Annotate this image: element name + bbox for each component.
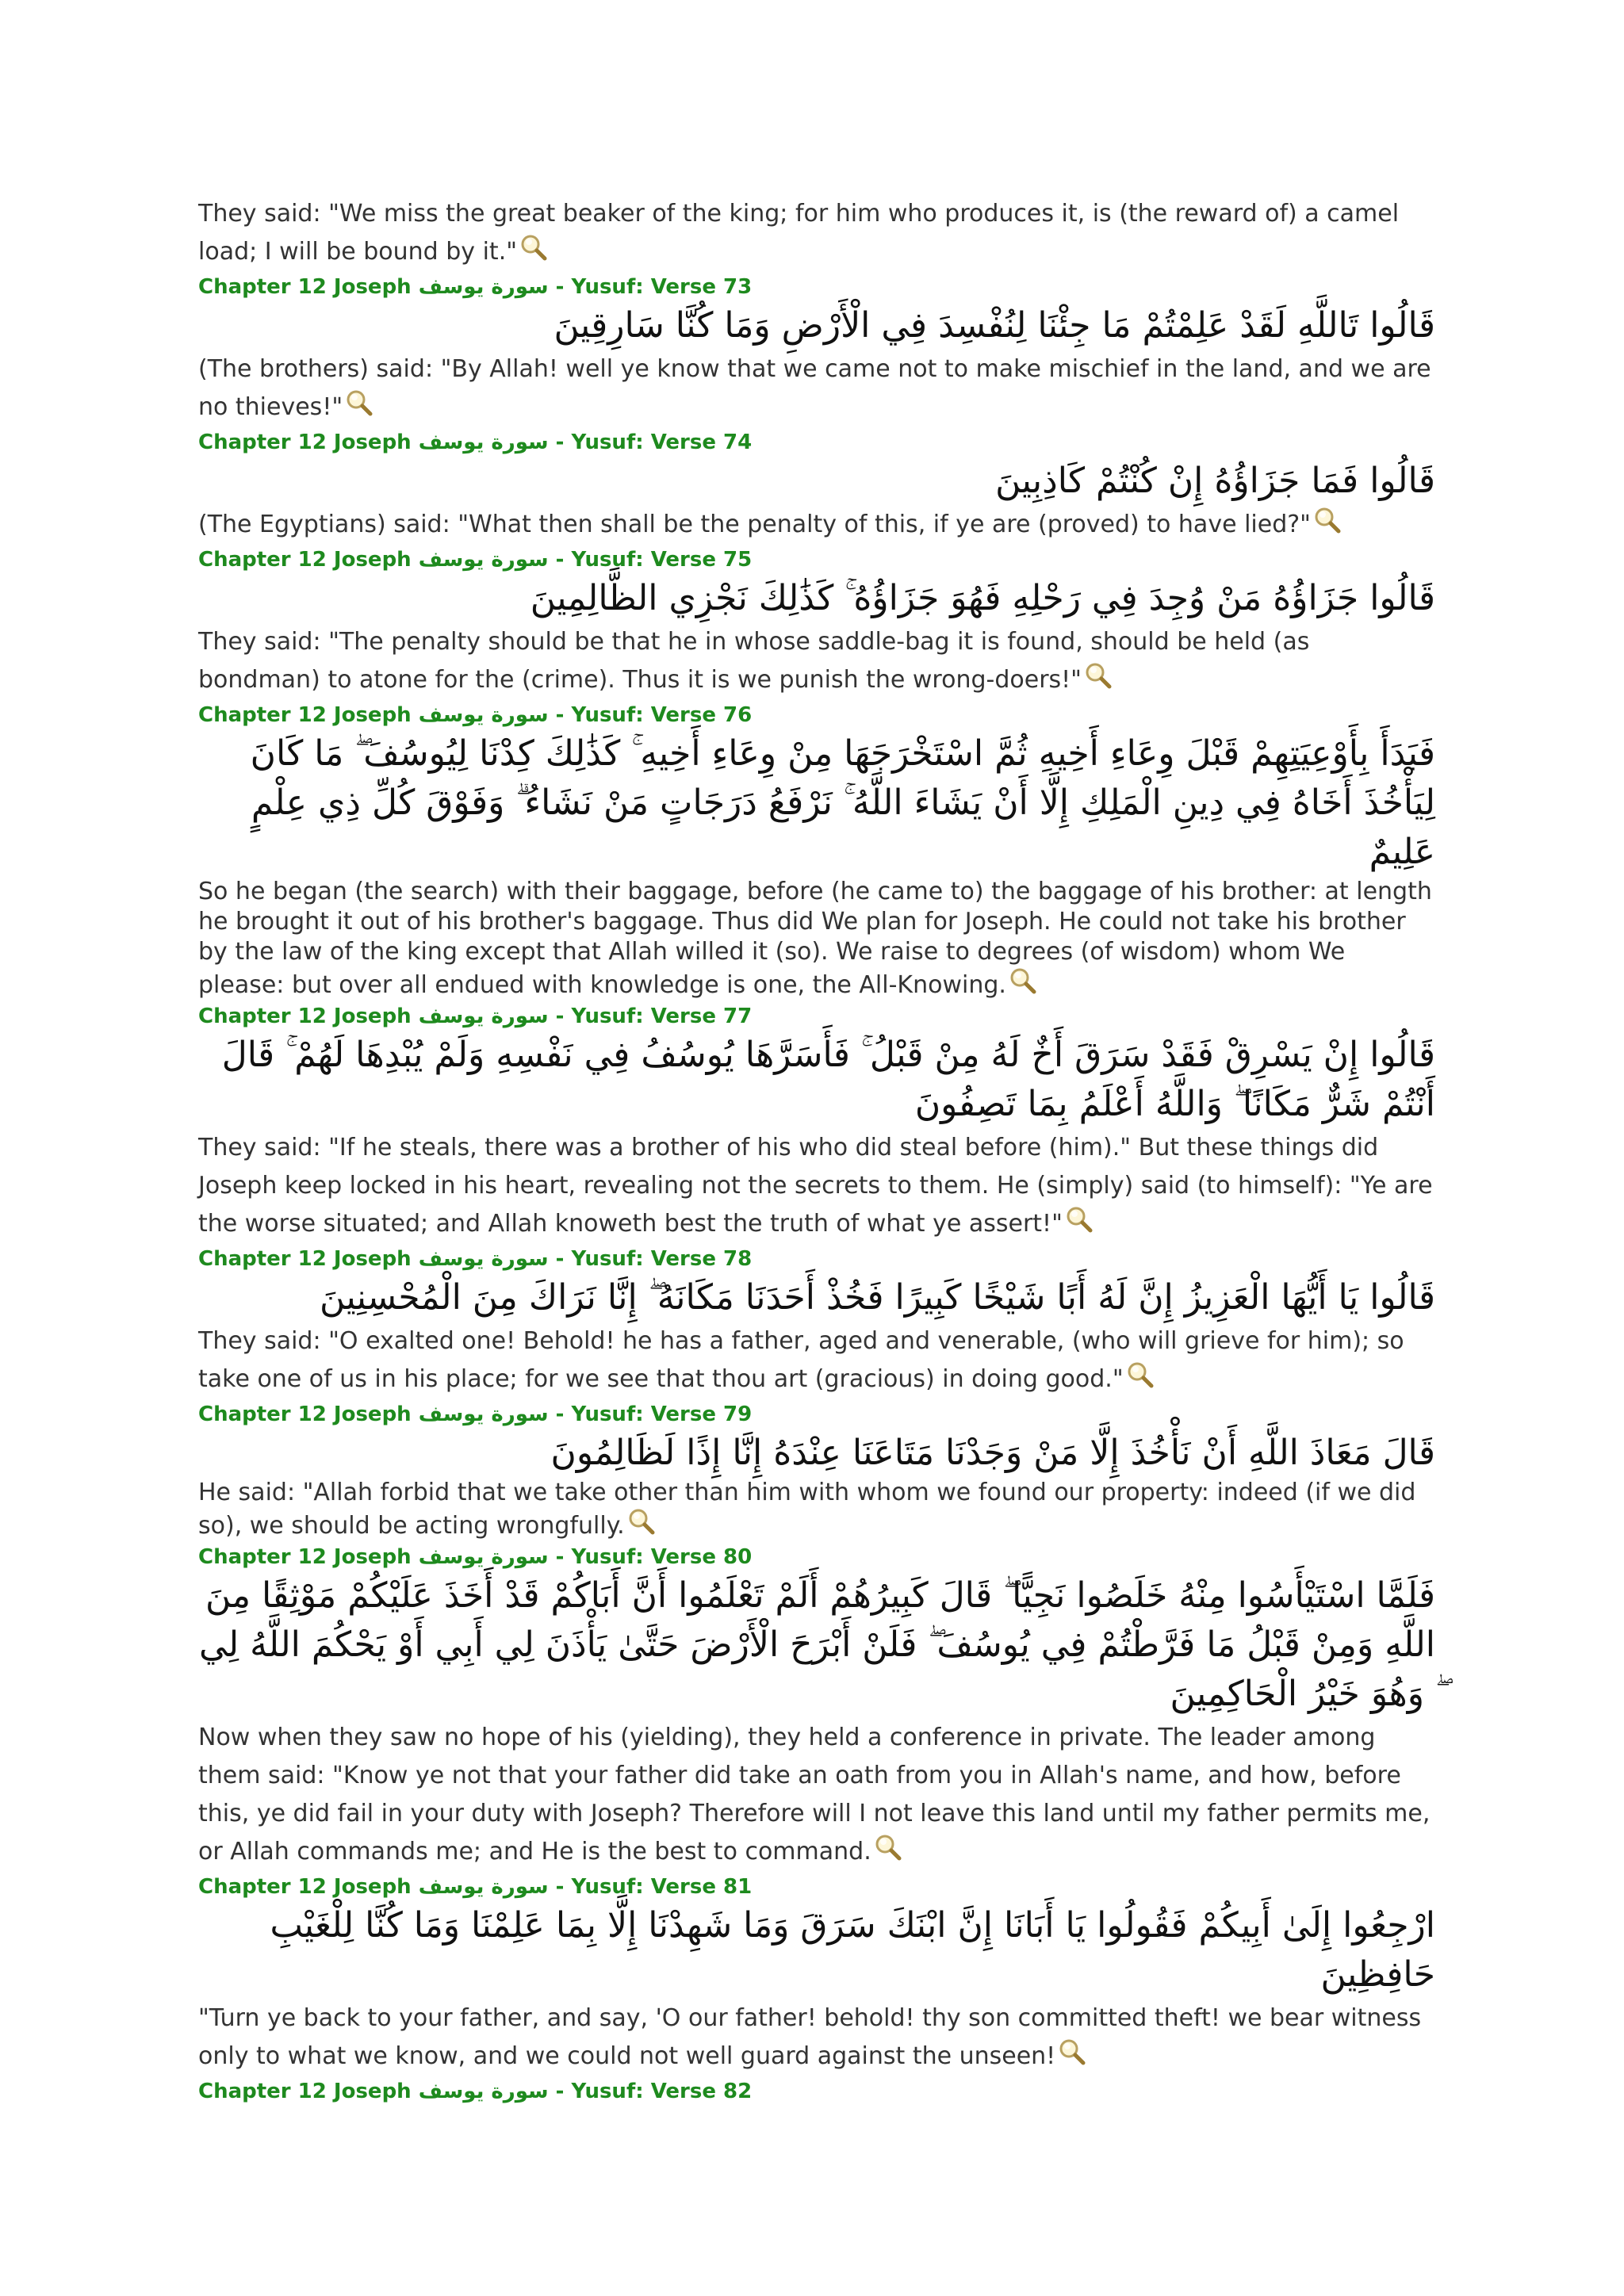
verse-translation [198,1322,1435,1399]
chapter-label: Chapter 12 Joseph [198,1247,412,1271]
verse-translation [198,623,1435,699]
heading-separator: - [555,2080,565,2103]
surah-arabic-name: سورة يوسف [418,275,549,299]
intro-translation [198,195,1435,271]
arabic-verse-text: ارْجِعُوا إِلَىٰ أَبِيكُمْ فَقُولُوا يَا أَبَانَا إِنَّ ابْنَكَ سَرَقَ وَمَا شَهِدْنَا إِلَّا بِمَا عَلِمْنَا وَمَا كُنَّا لِلْغَيْبِ حَافِظِينَ [270,1905,1435,1995]
verse-heading[interactable] [198,1873,1435,1901]
surah-latin-label: Yusuf: Verse [571,275,716,299]
heading-separator: - [555,430,565,454]
chapter-label: Chapter 12 Joseph [198,1875,412,1899]
surah-latin-label: Yusuf: Verse [571,1402,716,1426]
heading-separator: - [555,548,565,572]
translation-text: He said: "Allah forbid that we take other than him with whom we found our property: indeed (if we did so), we should be acting wrongfully. [198,1479,1416,1540]
verse-block [198,1002,1435,1243]
verse-number: 73 [723,275,753,299]
verse-number: 82 [723,2080,753,2103]
chapter-label: Chapter 12 Joseph [198,1545,412,1569]
surah-arabic-name: سورة يوسف [418,1545,549,1569]
verse-block [198,1245,1435,1399]
magnifier-icon[interactable] [875,1834,902,1861]
magnifier-icon[interactable] [1066,1206,1093,1233]
chapter-label: Chapter 12 Joseph [198,1402,412,1426]
chapter-label: Chapter 12 Joseph [198,430,412,454]
verse-number: 76 [723,703,753,727]
document-page [198,195,1435,2106]
arabic-verse-text: قَالُوا فَمَا جَزَاؤُهُ إِنْ كُنْتُمْ كَاذِبِينَ [995,461,1435,501]
verse-translation [198,1999,1435,2076]
heading-separator: - [555,275,565,299]
verse-heading[interactable] [198,1543,1435,1571]
magnifier-icon[interactable] [1009,967,1036,994]
verse-block [198,1873,1435,2076]
translation-text: Now when they saw no hope of his (yielding), they held a conference in private. The leader among them said: "Know ye not that your father did take an oath from you in Allah's name, and how, before this, ye did fail in your duty with Joseph? Therefore will I not leave this land until my father permits me, or Allah commands me; and He is the best to command. [198,1724,1431,1866]
verse-number: 75 [723,548,753,572]
surah-latin-label: Yusuf: Verse [571,1247,716,1271]
verse-heading[interactable] [198,545,1435,574]
translation-text: They said: "The penalty should be that he in whose saddle-bag it is found, should be held (as bondman) to atone for the (crime). Thus it is we punish the wrong-doers!" [198,628,1310,694]
verse-block [198,1543,1435,1871]
surah-arabic-name: سورة يوسف [418,703,549,727]
verse-block [198,273,1435,427]
translation-text: (The Egyptians) said: "What then shall be the penalty of this, if ye are (proved) to have lied?" [198,511,1311,538]
heading-separator: - [555,1402,565,1426]
verse-heading[interactable] [198,1400,1435,1429]
translation-text: They said: "We miss the great beaker of the king; for him who produces it, is (the reward of) a camel load; I will be bound by it." [198,200,1400,266]
heading-separator: - [555,1247,565,1271]
arabic-verse-text: فَلَمَّا اسْتَيْأَسُوا مِنْهُ خَلَصُوا نَجِيًّا ۖ قَالَ كَبِيرُهُمْ أَلَمْ تَعْلَمُوا أَنَّ أَبَاكُمْ قَدْ أَخَذَ عَلَيْكُمْ مَوْثِقًا مِنَ اللَّهِ وَمِنْ قَبْلُ مَا فَرَّطْتُمْ فِي يُوسُفَ ۖ فَلَنْ أَبْرَحَ الْأَرْضَ حَتَّىٰ يَأْذَنَ لِي أَبِي أَوْ يَحْكُمَ اللَّهُ لِي ۖ وَهُوَ خَيْرُ الْحَاكِمِينَ [199,1575,1435,1714]
surah-arabic-name: سورة يوسف [418,548,549,572]
arabic-verse-text: قَالُوا تَاللَّهِ لَقَدْ عَلِمْتُمْ مَا جِئْنَا لِنُفْسِدَ فِي الْأَرْضِ وَمَا كُنَّا سَارِقِينَ [553,305,1435,346]
surah-arabic-name: سورة يوسف [418,1402,549,1426]
surah-arabic-name: سورة يوسف [418,430,549,454]
verse-number: 81 [723,1875,753,1899]
verse-heading[interactable] [198,701,1435,729]
surah-latin-label: Yusuf: Verse [571,1545,716,1569]
magnifier-icon[interactable] [520,234,547,261]
heading-separator: - [555,703,565,727]
verse-block [198,701,1435,1001]
surah-arabic-name: سورة يوسف [418,1247,549,1271]
surah-arabic-name: سورة يوسف [418,1004,549,1028]
surah-latin-label: Yusuf: Verse [571,2080,716,2103]
surah-latin-label: Yusuf: Verse [571,1004,716,1028]
heading-separator: - [555,1875,565,1899]
surah-latin-label: Yusuf: Verse [571,430,716,454]
chapter-label: Chapter 12 Joseph [198,275,412,299]
verse-number: 77 [723,1004,753,1028]
verse-block [198,545,1435,699]
verse-heading[interactable] [198,273,1435,301]
arabic-verse-text: قَالُوا يَا أَيُّهَا الْعَزِيزُ إِنَّ لَهُ أَبًا شَيْخًا كَبِيرًا فَخُذْ أَحَدَنَا مَكَانَهُ ۖ إِنَّا نَرَاكَ مِنَ الْمُحْسِنِينَ [320,1277,1435,1318]
verse-translation [198,1129,1435,1243]
surah-arabic-name: سورة يوسف [418,1875,549,1899]
arabic-verse-text: فَبَدَأَ بِأَوْعِيَتِهِمْ قَبْلَ وِعَاءِ أَخِيهِ ثُمَّ اسْتَخْرَجَهَا مِنْ وِعَاءِ أَخِيهِ ۚ كَذَٰلِكَ كِدْنَا لِيُوسُفَ ۖ مَا كَانَ لِيَأْخُذَ أَخَاهُ فِي دِينِ الْمَلِكِ إِلَّا أَنْ يَشَاءَ اللَّهُ ۚ نَرْفَعُ دَرَجَاتٍ مَنْ نَشَاءُ ۗ وَفَوْقَ كُلِّ ذِي عِلْمٍ عَلِيمٌ [250,733,1435,872]
verse-number: 79 [723,1402,753,1426]
translation-text: (The brothers) said: "By Allah! well ye know that we came not to make mischief in the land, and we are no thieves!" [198,355,1431,421]
chapter-label: Chapter 12 Joseph [198,703,412,727]
verse-translation [198,877,1435,1001]
heading-separator: - [555,1545,565,1569]
verse-translation [198,350,1435,427]
verse-list [198,273,1435,2076]
magnifier-icon[interactable] [1127,1361,1154,1388]
magnifier-icon[interactable] [628,1508,655,1535]
magnifier-icon[interactable] [1059,2038,1086,2065]
verse-translation [198,506,1435,544]
arabic-verse-text: قَالَ مَعَاذَ اللَّهِ أَنْ نَأْخُذَ إِلَّا مَنْ وَجَدْنَا مَتَاعَنَا عِنْدَهُ إِنَّا إِذًا لَظَالِمُونَ [550,1433,1435,1473]
verse-block [198,1400,1435,1541]
magnifier-icon[interactable] [1085,662,1112,689]
verse-heading[interactable] [198,1002,1435,1031]
chapter-label: Chapter 12 Joseph [198,1004,412,1028]
verse-number: 78 [723,1247,753,1271]
verse-heading[interactable] [198,2077,1435,2106]
verse-number: 80 [723,1545,753,1569]
verse-translation [198,1478,1435,1541]
arabic-verse-text: قَالُوا جَزَاؤُهُ مَنْ وُجِدَ فِي رَحْلِهِ فَهُوَ جَزَاؤُهُ ۚ كَذَٰلِكَ نَجْزِي الظَّالِمِينَ [530,578,1435,618]
surah-latin-label: Yusuf: Verse [571,548,716,572]
arabic-verse-text: قَالُوا إِنْ يَسْرِقْ فَقَدْ سَرَقَ أَخٌ لَهُ مِنْ قَبْلُ ۚ فَأَسَرَّهَا يُوسُفُ فِي نَفْسِهِ وَلَمْ يُبْدِهَا لَهُمْ ۚ قَالَ أَنْتُمْ شَرٌّ مَكَانًا ۖ وَاللَّهُ أَعْلَمُ بِمَا تَصِفُونَ [221,1035,1435,1124]
heading-separator: - [555,1004,565,1028]
translation-text: They said: "If he steals, there was a brother of his who did steal before (him)." But these things did Joseph keep locked in his heart, revealing not the secrets to them. He (simply) said (to himself): "Ye are the worse situated; and Allah knoweth best the truth of what ye assert!" [198,1134,1433,1238]
verse-number: 74 [723,430,753,454]
verse-translation [198,1719,1435,1871]
chapter-label: Chapter 12 Joseph [198,548,412,572]
verse-heading[interactable] [198,428,1435,457]
translation-text: "Turn ye back to your father, and say, 'O our father! behold! thy son committed theft! we bear witness only to what we know, and we could not well guard against the unseen! [198,2004,1422,2070]
surah-arabic-name: سورة يوسف [418,2080,549,2103]
magnifier-icon[interactable] [1314,507,1341,534]
verse-heading[interactable] [198,1245,1435,1273]
translation-text: They said: "O exalted one! Behold! he has a father, aged and venerable, (who will grieve for him); so take one of us in his place; for we see that thou art (gracious) in doing good." [198,1327,1404,1393]
magnifier-icon[interactable] [346,389,373,416]
chapter-label: Chapter 12 Joseph [198,2080,412,2103]
verse-block [198,428,1435,544]
surah-latin-label: Yusuf: Verse [571,703,716,727]
translation-text: So he began (the search) with their baggage, before (he came to) the baggage of his brother: at length he brought it out of his brother's baggage. Thus did We plan for Joseph. He could not take his brother by the law of the king except that Allah willed it (so). We raise to degrees (of wisdom) whom We please: but over all endued with knowledge is one, the All-Knowing. [198,878,1432,999]
surah-latin-label: Yusuf: Verse [571,1875,716,1899]
